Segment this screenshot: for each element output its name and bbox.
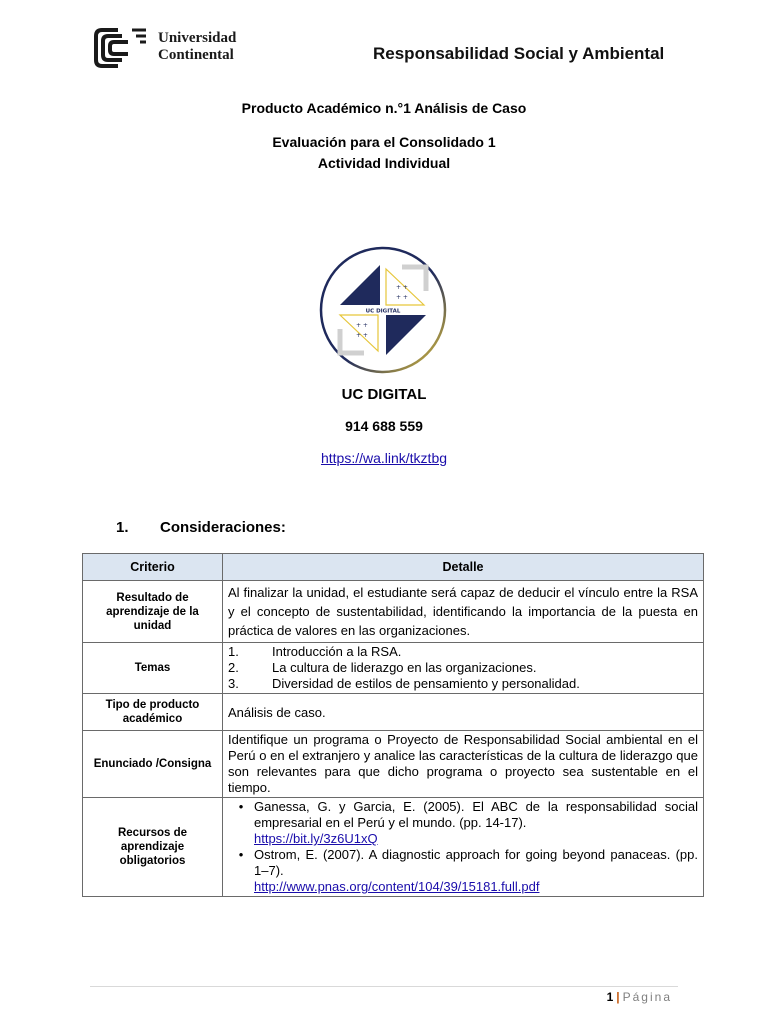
- list-number: 3.: [228, 676, 239, 691]
- table-row: [83, 798, 704, 897]
- section-title: Consideraciones:: [160, 519, 286, 536]
- header-criterio: Criterio: [83, 554, 223, 581]
- page-number: 1: [606, 990, 614, 1004]
- whatsapp-link[interactable]: https://wa.link/tkztbg: [320, 450, 448, 466]
- svg-text:+ +: + +: [396, 294, 408, 301]
- recursos-list: [228, 799, 698, 895]
- resource-text: Ganessa, G. y Garcia, E. (2005). El ABC de la responsabilidad social empresarial en el Perú y el mundo. (pp. 14-17).: [254, 799, 698, 830]
- row-detail-resultado: Al finalizar la unidad, el estudiante será capaz de deducir el vínculo entre la RSA y el concepto de sustentabilidad, identificando la importancia de la puesta en práctica de valores en las organizaciones.: [223, 581, 704, 643]
- section-number: 1.: [116, 519, 129, 536]
- resource-link[interactable]: http://www.pnas.org/content/104/39/15181.full.pdf: [254, 879, 540, 894]
- section-heading: [116, 519, 286, 536]
- table-row: [83, 694, 704, 731]
- list-item: [228, 847, 698, 895]
- activity-title: Actividad Individual: [317, 155, 451, 171]
- table-row: [83, 643, 704, 694]
- continental-logo-icon: [92, 26, 150, 70]
- svg-text:+ +: + +: [356, 332, 368, 339]
- university-logo: [92, 26, 262, 70]
- table-row: [83, 731, 704, 798]
- criteria-table: [82, 553, 704, 897]
- uc-phone: 914 688 559: [345, 418, 423, 434]
- uc-digital-emblem: [318, 245, 448, 375]
- bullet-icon: •: [238, 799, 244, 814]
- footer-divider: [90, 986, 678, 987]
- resource-text: Ostrom, E. (2007). A diagnostic approach for going beyond panaceas. (pp. 1–7).: [254, 847, 698, 878]
- logo-line-2: Continental: [158, 47, 234, 63]
- page-word: Página: [622, 990, 672, 1004]
- row-label-enunciado: Enunciado /Consigna: [83, 731, 223, 798]
- list-number: 1.: [228, 644, 239, 659]
- footer-separator: |: [616, 990, 620, 1004]
- resource-link[interactable]: https://bit.ly/3z6U1xQ: [254, 831, 378, 846]
- page-footer: [607, 990, 672, 1004]
- row-label-temas: Temas: [83, 643, 223, 694]
- table-row: [83, 581, 704, 643]
- course-title: Responsabilidad Social y Ambiental: [373, 44, 665, 63]
- product-title: Producto Académico n.°1 Análisis de Caso: [241, 100, 527, 116]
- list-item: [228, 799, 698, 847]
- svg-text:+ +: + +: [396, 284, 408, 291]
- svg-text:+ +: + +: [356, 322, 368, 329]
- table-header-row: [83, 554, 704, 581]
- emblem-label: UC DIGITAL: [365, 308, 401, 315]
- list-number: 2.: [228, 660, 239, 675]
- list-text: Introducción a la RSA.: [272, 644, 402, 659]
- list-item: [228, 660, 698, 676]
- row-detail-tipo: Análisis de caso.: [223, 694, 704, 731]
- list-item: [228, 676, 698, 692]
- row-label-tipo: Tipo de producto académico: [83, 694, 223, 731]
- row-label-recursos: Recursos de aprendizaje obligatorios: [83, 798, 223, 897]
- row-detail-temas: [223, 643, 704, 694]
- uc-digital-name: UC DIGITAL: [341, 386, 427, 403]
- logo-text: [158, 30, 236, 64]
- bullet-icon: •: [238, 847, 244, 862]
- evaluation-title: Evaluación para el Consolidado 1: [272, 134, 496, 150]
- list-text: La cultura de liderazgo en las organizaciones.: [272, 660, 537, 675]
- row-detail-enunciado: Identifique un programa o Proyecto de Responsabilidad Social ambiental en el Perú o en el extranjero y analice las características de la cultura de liderazgo que son relevantes para que dicho programa o proyecto sea sustentable en el tiempo.: [223, 731, 704, 798]
- row-label-resultado: Resultado de aprendizaje de la unidad: [83, 581, 223, 643]
- header-detalle: Detalle: [223, 554, 704, 581]
- list-item: [228, 644, 698, 660]
- list-text: Diversidad de estilos de pensamiento y personalidad.: [272, 676, 580, 691]
- row-detail-recursos: [223, 798, 704, 897]
- logo-line-1: Universidad: [158, 30, 237, 46]
- temas-list: [228, 644, 698, 692]
